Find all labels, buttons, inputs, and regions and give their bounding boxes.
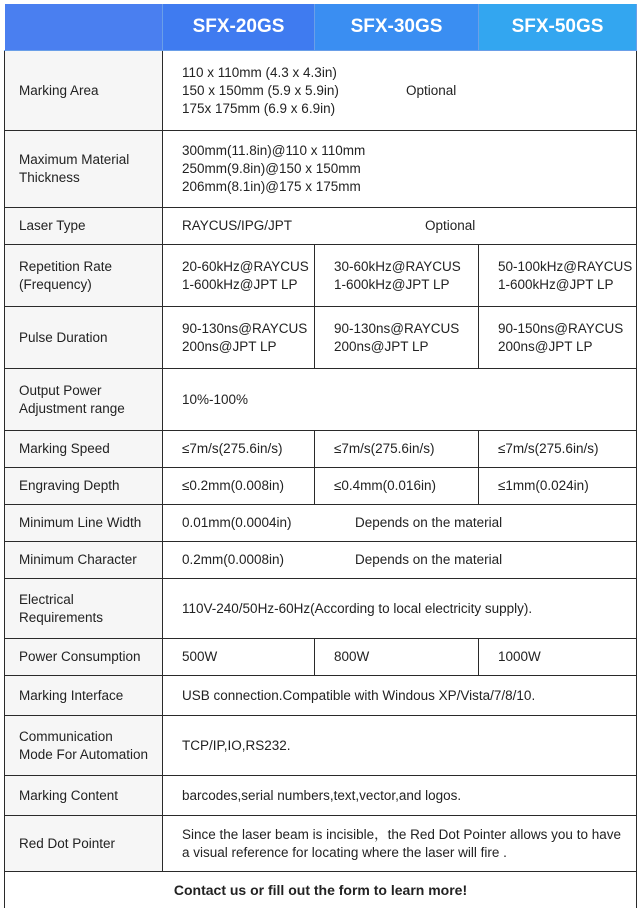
row-pulse-duration [5, 307, 637, 369]
value-line: 250mm(9.8in)@150 x 150mm [182, 160, 635, 178]
row-electrical [5, 579, 637, 639]
label-line: (Frequency) [19, 276, 161, 294]
model-value: ≤7m/s(275.6in/s) [163, 431, 315, 468]
row-label: Engraving Depth [5, 468, 163, 505]
model-header: SFX-30GS [315, 4, 479, 51]
spec-table [4, 4, 637, 908]
label-line: Maximum Material [19, 151, 161, 169]
model-value [479, 245, 637, 307]
value-line: 50-100kHz@RAYCUS [498, 258, 635, 276]
row-power-consumption [5, 639, 637, 676]
row-label: Marking Area [5, 51, 163, 131]
model-header: SFX-20GS [163, 4, 315, 51]
value-line: 300mm(11.8in)@110 x 110mm [182, 142, 635, 160]
model-value: 800W [315, 639, 479, 676]
row-value: 10%-100% [163, 369, 637, 431]
row-label: Power Consumption [5, 639, 163, 676]
row-label [5, 369, 163, 431]
row-red-dot-pointer [5, 816, 637, 872]
row-max-thickness [5, 131, 637, 208]
value-line: 1-600kHz@JPT LP [182, 276, 313, 294]
value-line: 206mm(8.1in)@175 x 175mm [182, 178, 635, 196]
label-line: Mode For Automation [19, 746, 161, 764]
contact-cta: Contact us or fill out the form to learn more! [5, 872, 637, 908]
row-value: TCP/IP,IO,RS232. [163, 716, 637, 776]
value-line: 150 x 150mm (5.9 x 5.9in) [182, 82, 635, 100]
value-line: Since the laser beam is incisible，the Red Dot Pointer allows you to have [182, 826, 635, 844]
value-line: 30-60kHz@RAYCUS [334, 258, 477, 276]
row-marking-area [5, 51, 637, 131]
footer-row [5, 872, 637, 908]
row-label: Marking Interface [5, 676, 163, 716]
label-line: Electrical [19, 591, 161, 609]
label-line: Adjustment range [19, 400, 161, 418]
model-value: 500W [163, 639, 315, 676]
value-line: 175x 175mm (6.9 x 6.9in) [182, 100, 635, 118]
model-value: ≤0.2mm(0.008in) [163, 468, 315, 505]
row-value [163, 51, 637, 131]
label-line: Repetition Rate [19, 258, 161, 276]
row-communication [5, 716, 637, 776]
row-value [163, 816, 637, 872]
model-value [163, 245, 315, 307]
header-row [5, 4, 637, 51]
row-label: Minimum Line Width [5, 505, 163, 542]
row-marking-interface [5, 676, 637, 716]
row-value: USB connection.Compatible with Windous XP/Vista/7/8/10. [163, 676, 637, 716]
row-marking-content [5, 776, 637, 816]
model-value: ≤0.4mm(0.016in) [315, 468, 479, 505]
value-line: 200ns@JPT LP [334, 338, 477, 356]
model-header: SFX-50GS [479, 4, 637, 51]
row-label: Red Dot Pointer [5, 816, 163, 872]
model-value: ≤1mm(0.024in) [479, 468, 637, 505]
material-note: Depends on the material [355, 551, 502, 569]
row-label: Laser Type [5, 208, 163, 245]
model-value [479, 307, 637, 369]
model-value: ≤7m/s(275.6in/s) [479, 431, 637, 468]
optional-note: Optional [406, 82, 456, 100]
optional-note: Optional [425, 217, 475, 235]
row-value: barcodes,serial numbers,text,vector,and logos. [163, 776, 637, 816]
value-line: 200ns@JPT LP [182, 338, 313, 356]
row-min-line-width [5, 505, 637, 542]
row-value [163, 208, 637, 245]
row-min-character [5, 542, 637, 579]
label-line: Thickness [19, 169, 161, 187]
row-value [163, 131, 637, 208]
value-line: 110 x 110mm (4.3 x 4.3in) [182, 64, 635, 82]
label-line: Requirements [19, 609, 161, 627]
label-line: Communication [19, 728, 161, 746]
model-value [163, 307, 315, 369]
value-text: RAYCUS/IPG/JPT [182, 218, 292, 233]
model-value: 1000W [479, 639, 637, 676]
value-line: 1-600kHz@JPT LP [498, 276, 635, 294]
header-corner [5, 4, 163, 51]
material-note: Depends on the material [355, 514, 502, 532]
row-label: Marking Speed [5, 431, 163, 468]
label-line: Output Power [19, 382, 161, 400]
value-text: 0.01mm(0.0004in) [182, 515, 292, 530]
row-label: Pulse Duration [5, 307, 163, 369]
model-value [315, 245, 479, 307]
value-line: 90-150ns@RAYCUS [498, 320, 635, 338]
row-laser-type [5, 208, 637, 245]
value-line: 90-130ns@RAYCUS [182, 320, 313, 338]
value-line: 90-130ns@RAYCUS [334, 320, 477, 338]
value-line: 200ns@JPT LP [498, 338, 635, 356]
row-label [5, 131, 163, 208]
row-engraving-depth [5, 468, 637, 505]
row-label: Minimum Character [5, 542, 163, 579]
row-value: 110V-240/50Hz-60Hz(According to local electricity supply). [163, 579, 637, 639]
row-value [163, 505, 637, 542]
row-label [5, 579, 163, 639]
row-value [163, 542, 637, 579]
row-label: Marking Content [5, 776, 163, 816]
row-label [5, 245, 163, 307]
row-output-power [5, 369, 637, 431]
value-line: a visual reference for locating where the laser will fire . [182, 844, 635, 862]
model-value: ≤7m/s(275.6in/s) [315, 431, 479, 468]
row-repetition-rate [5, 245, 637, 307]
model-value [315, 307, 479, 369]
row-marking-speed [5, 431, 637, 468]
value-line: 1-600kHz@JPT LP [334, 276, 477, 294]
value-line: 20-60kHz@RAYCUS [182, 258, 313, 276]
value-text: 0.2mm(0.0008in) [182, 552, 284, 567]
row-label [5, 716, 163, 776]
